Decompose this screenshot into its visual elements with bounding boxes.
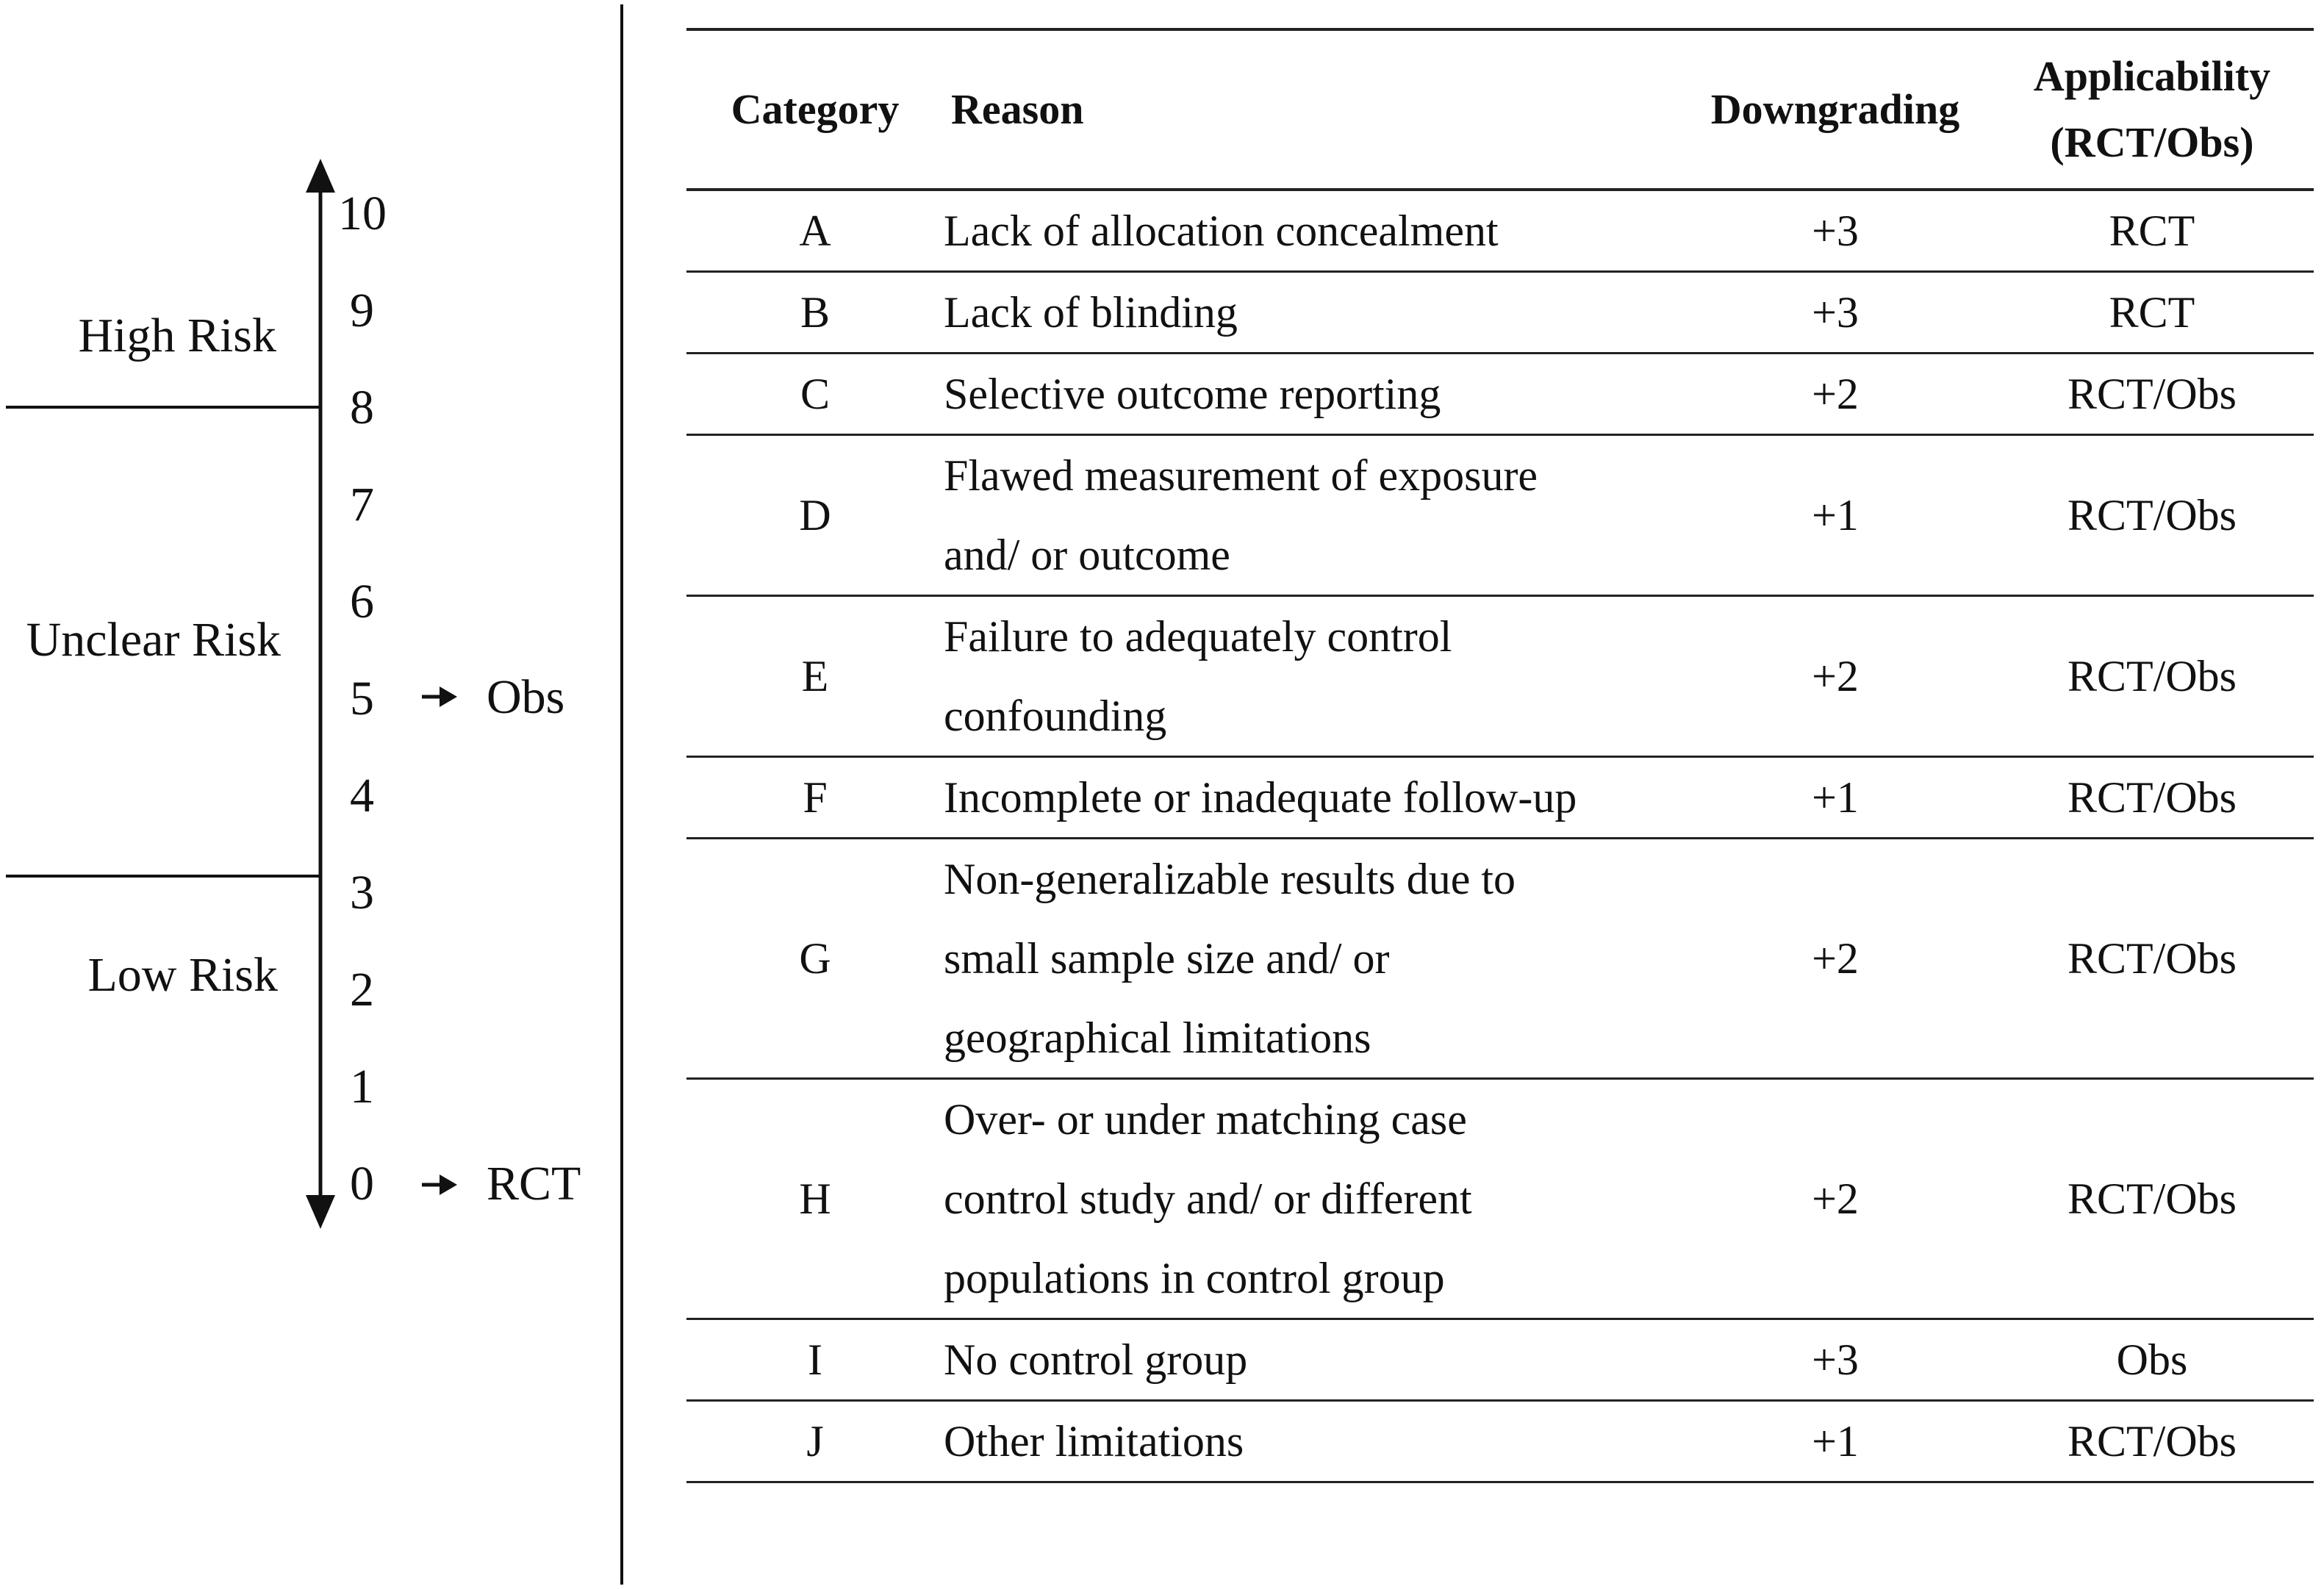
risk-level-high: High Risk xyxy=(78,309,276,362)
table-row xyxy=(686,190,2314,272)
cell-downgrading: +2 xyxy=(1680,1079,1990,1319)
reason-text: Other limitations xyxy=(944,1417,1244,1466)
reason-text: Incomplete or inadequate follow-up xyxy=(944,773,1577,822)
cell-applicability: RCT/Obs xyxy=(1990,1079,2314,1319)
cell-applicability: RCT/Obs xyxy=(1990,596,2314,757)
cell-applicability: RCT/Obs xyxy=(1990,1401,2314,1482)
risk-level-low: Low Risk xyxy=(87,948,278,1002)
cell-reason xyxy=(944,1319,1680,1401)
obs-marker-arrow-icon xyxy=(422,686,457,707)
cell-downgrading: +1 xyxy=(1680,435,1990,596)
table-row xyxy=(686,354,2314,435)
cell-reason xyxy=(944,839,1680,1079)
cell-applicability: RCT/Obs xyxy=(1990,354,2314,435)
cell-reason xyxy=(944,354,1680,435)
scale-tick: 7 xyxy=(350,478,374,531)
table-row xyxy=(686,757,2314,839)
downgrading-table xyxy=(686,28,2314,1483)
header-applicability xyxy=(1990,29,2314,190)
cell-category: J xyxy=(686,1401,944,1482)
cell-category: C xyxy=(686,354,944,435)
table-row xyxy=(686,435,2314,596)
cell-category: E xyxy=(686,596,944,757)
cell-applicability: RCT/Obs xyxy=(1990,757,2314,839)
cell-reason xyxy=(944,596,1680,757)
cell-applicability: Obs xyxy=(1990,1319,2314,1401)
scale-arrow-up-icon xyxy=(306,159,335,193)
scale-tick: 2 xyxy=(350,963,374,1016)
table-row xyxy=(686,596,2314,757)
header-applicability-line1: Applicability xyxy=(2033,52,2271,101)
rct-marker-label: RCT xyxy=(487,1157,581,1210)
header-reason: Reason xyxy=(944,29,1680,190)
cell-applicability: RCT/Obs xyxy=(1990,839,2314,1079)
scale-tick: 6 xyxy=(350,575,374,628)
downgrading-table-container xyxy=(686,28,2314,1483)
rct-marker-arrow-icon xyxy=(422,1174,457,1195)
cell-applicability: RCT/Obs xyxy=(1990,435,2314,596)
cell-reason xyxy=(944,435,1680,596)
reason-text: Selective outcome reporting xyxy=(944,370,1441,418)
cell-reason xyxy=(944,1401,1680,1482)
table-row xyxy=(686,1079,2314,1319)
obs-marker-label: Obs xyxy=(487,670,565,724)
reason-text: Over- or under matching case control study and/ or different populations in control group xyxy=(944,1095,1472,1302)
cell-downgrading: +1 xyxy=(1680,1401,1990,1482)
cell-category: G xyxy=(686,839,944,1079)
cell-downgrading: +3 xyxy=(1680,190,1990,272)
scale-tick: 0 xyxy=(350,1157,374,1210)
scale-tick: 1 xyxy=(350,1060,374,1113)
table-row xyxy=(686,1319,2314,1401)
header-applicability-line2: (RCT/Obs) xyxy=(2050,118,2254,166)
risk-level-unclear: Unclear Risk xyxy=(26,613,281,667)
cell-applicability: RCT xyxy=(1990,272,2314,354)
scale-tick: 4 xyxy=(350,769,374,822)
reason-text: No control group xyxy=(944,1335,1248,1384)
scale-tick: 5 xyxy=(350,672,374,725)
cell-reason xyxy=(944,190,1680,272)
reason-text: Lack of blinding xyxy=(944,288,1238,337)
cell-downgrading: +1 xyxy=(1680,757,1990,839)
cell-category: I xyxy=(686,1319,944,1401)
table-row xyxy=(686,839,2314,1079)
cell-reason xyxy=(944,272,1680,354)
cell-reason xyxy=(944,1079,1680,1319)
cell-downgrading: +2 xyxy=(1680,596,1990,757)
cell-category: B xyxy=(686,272,944,354)
reason-text: Non-generalizable results due to small sample size and/ or geographical limitations xyxy=(944,855,1516,1062)
cell-downgrading: +3 xyxy=(1680,272,1990,354)
scale-tick: 8 xyxy=(350,381,374,434)
scale-tick: 10 xyxy=(338,187,387,240)
cell-category: D xyxy=(686,435,944,596)
header-downgrading: Downgrading xyxy=(1680,29,1990,190)
cell-downgrading: +3 xyxy=(1680,1319,1990,1401)
header-category: Category xyxy=(686,29,944,190)
reason-text: Lack of allocation concealment xyxy=(944,207,1499,255)
table-row xyxy=(686,1401,2314,1482)
cell-applicability: RCT xyxy=(1990,190,2314,272)
cell-downgrading: +2 xyxy=(1680,839,1990,1079)
cell-reason xyxy=(944,757,1680,839)
reason-text: Flawed measurement of exposure and/ or outcome xyxy=(944,451,1538,579)
table-row xyxy=(686,272,2314,354)
cell-category: A xyxy=(686,190,944,272)
scale-arrow-down-icon xyxy=(306,1195,335,1229)
scale-tick: 3 xyxy=(350,866,374,919)
cell-category: H xyxy=(686,1079,944,1319)
table-header-row xyxy=(686,29,2314,190)
cell-downgrading: +2 xyxy=(1680,354,1990,435)
reason-text: Failure to adequately control confounding xyxy=(944,612,1452,740)
scale-tick: 9 xyxy=(350,284,374,337)
cell-category: F xyxy=(686,757,944,839)
